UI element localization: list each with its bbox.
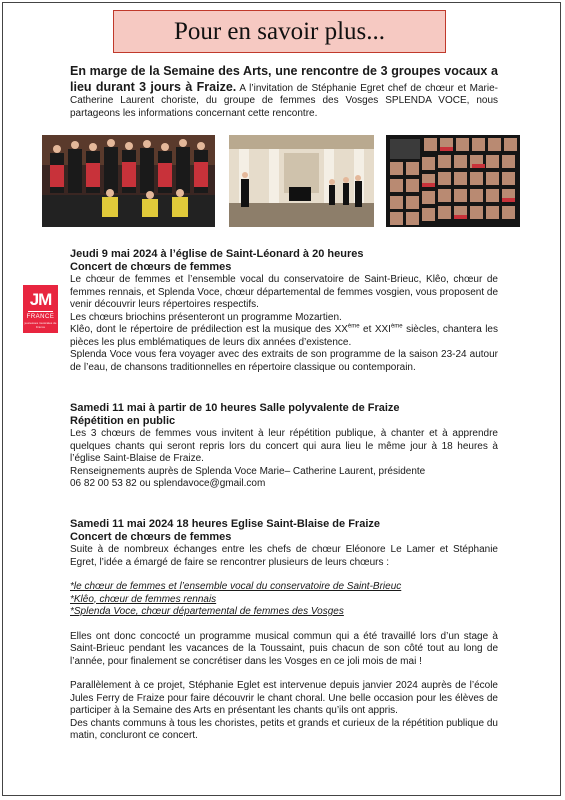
event-3-heading: Samedi 11 mai 2024 18 heures Eglise Saint-Blaise de Fraize xyxy=(70,518,380,530)
event-section-1 xyxy=(70,248,498,374)
event-2-subheading: Répétition en public xyxy=(70,415,176,427)
event-section-3 xyxy=(70,518,498,743)
intro-paragraph xyxy=(70,64,498,120)
event-2-paragraph-2: Renseignements auprès de Splenda Voce Marie– Catherine Laurent, présidente xyxy=(70,465,426,477)
event-3-paragraph-4: Des chants communs à tous les choristes, petits et grands et curieux de la répétition publique du matin, concluront ce concert. xyxy=(70,717,498,741)
event-1-paragraph-2: Les chœurs briochins présenteront un programme Mozartien. xyxy=(70,311,342,323)
event-3-paragraph-2: Elles ont donc concocté un programme musical commun qui a été travaillé lors d’un stage à Saint-Brieuc pendant les vacances de la Toussaint, puis chacun de son côté tout au long de l’année, pour finalement se concrétiser dans les Vosges en ce joli mois de mai ! xyxy=(70,630,498,667)
intro-text: A l’invitation de Stéphanie Egret chef de chœur et Marie-Catherine Laurent choriste, du groupe de femmes des Vosges SPLENDA VOCE, nous partageons les informations concernant cette rencontre. xyxy=(70,82,498,119)
event-2-contact: 06 82 00 53 82 ou splendavoce@gmail.com xyxy=(70,478,266,489)
intro-lead: En marge de la Semaine des Arts, une rencontre de 3 groupes vocaux a lieu durant 3 jours à Fraize. xyxy=(70,64,498,94)
choir-members-mosaic xyxy=(386,135,520,227)
choir-list-item[interactable]: *Splenda Voce, chœur départemental de femmes des Vosges xyxy=(70,606,344,617)
event-2-heading: Samedi 11 mai à partir de 10 heures Salle polyvalente de Fraize xyxy=(70,402,400,414)
event-1-paragraph-4: Splenda Voce vous fera voyager avec des extraits de son programme de la saison 23-24 autour de l’eau, de chansons traditionnelles en répertoire classique ou contemporain. xyxy=(70,349,498,373)
event-3-subheading: Concert de chœurs de femmes xyxy=(70,531,232,543)
concert-hall-photo xyxy=(229,135,374,227)
event-3-paragraph-3: Parallèlement à ce projet, Stéphanie Eglet est intervenue depuis janvier 2024 auprès de l’école Jules Ferry de Fraize pour faire découvrir le chant choral. Une belle occasion pour les élèves de participer à la Semaine des Arts en présentant les chants qu’ils ont appris. xyxy=(70,680,498,716)
logo-country: FRANCE xyxy=(26,314,55,320)
choir-photo-stage xyxy=(42,135,215,227)
choir-list-item[interactable]: *Klêo, chœur de femmes rennais xyxy=(70,593,217,605)
logo-divider xyxy=(28,311,53,312)
logo-letters: JM xyxy=(29,290,52,309)
jm-france-logo xyxy=(23,285,58,333)
logo-tagline: jeunesses musicales de France xyxy=(24,321,57,329)
event-1-paragraph-3: Klêo, dont le répertoire de prédilection est la musique des XXème et XXIème siècles, chantera les pièces les plus emblématiques de leurs dix années d’existence. xyxy=(70,323,498,348)
event-1-heading: Jeudi 9 mai 2024 à l’église de Saint-Léonard à 20 heures xyxy=(70,248,364,260)
event-2-paragraph-1: Les 3 chœurs de femmes vous invitent à leur répétition publique, à chanter et à apprendre quelques chants qui seront repris lors du concert qui aura lieu le même jour à 18 heures à l’église Saint-Blaise de Fraize. xyxy=(70,428,498,464)
event-1-subheading: Concert de chœurs de femmes xyxy=(70,261,232,273)
event-3-paragraph-1: Suite à de nombreux échanges entre les chefs de chœur Eléonore Le Lamer et Stéphanie Egret, l’idée a émargé de faire se rencontrer plusieurs de leurs chœurs : xyxy=(70,544,498,568)
event-section-2 xyxy=(70,402,498,491)
event-1-paragraph-1: Le chœur de femmes et l’ensemble vocal du conservatoire de Saint-Brieuc, Klêo, chœur de femmes rennais, et Splenda Voce, chœur départemental de femmes vosgien, vous proposent de venir découvrir leurs répertoires respectifs. xyxy=(70,274,499,310)
choir-list-item[interactable]: *le chœur de femmes et l’ensemble vocal du conservatoire de Saint-Brieuc xyxy=(70,581,402,592)
page-title: Pour en savoir plus... xyxy=(113,10,446,53)
